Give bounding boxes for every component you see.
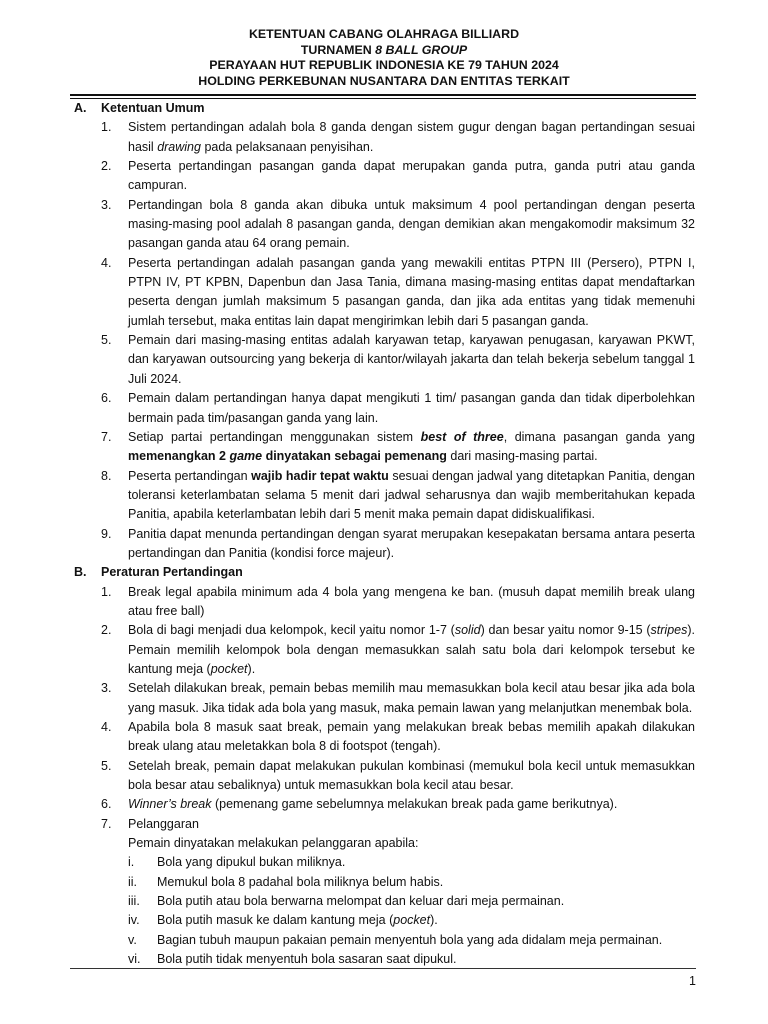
rule-b-item-number: 2. — [101, 623, 112, 638]
rule-b-item-number: 7. — [101, 816, 112, 831]
rule-a-item-number: 5. — [101, 333, 112, 348]
rule-b-item-6 — [0, 795, 768, 814]
rule-b-item-number: 6. — [101, 797, 112, 812]
rule-b-item-7 — [0, 815, 768, 834]
rule-b-item-text: Pelanggaran — [128, 816, 199, 831]
section-a-list — [0, 118, 768, 563]
rule-a-item-text: Peserta pertandingan adalah pasangan ganda yang mewakili entitas PTPN III (Persero), PTPN I, PTPN IV, PT KPBN, Dapenbun dan Jasa Tania, dimana masing-masing entitas dapat mendaftarkan peserta dengan jumlah maksimum 5 pasangan ganda, dan jika ada entitas yang tidak memenuhi jumlah tersebut, maka entitas lain dapat mengirimkan lebih dari 5 pasangan ganda. — [128, 255, 695, 328]
rule-a-item-3 — [0, 196, 768, 254]
rule-a-item-text: Peserta pertandingan pasangan ganda dapat merupakan ganda putra, ganda putri atau ganda campuran. — [128, 159, 695, 193]
foul-item-1 — [0, 853, 768, 872]
foul-item-2 — [0, 873, 768, 892]
rule-a-item-number: 4. — [101, 255, 112, 270]
rule-a-item-text: Panitia dapat menunda pertandingan dengan syarat merupakan kesepakatan bersama antara peserta pertandingan dan Panitia (kondisi force majeur). — [128, 526, 695, 560]
foul-item-text: Bagian tubuh maupun pakaian pemain menyentuh bola yang ada didalam meja permainan. — [157, 932, 663, 947]
section-b-heading: B. Peraturan Pertandingan — [74, 565, 243, 580]
rule-b-item-text: Break legal apabila minimum ada 4 bola yang mengena ke ban. (musuh dapat memilih break ulang atau free ball) — [128, 584, 695, 618]
rule-a-item-5 — [0, 331, 768, 389]
section-a-heading: A. Ketentuan Umum — [74, 101, 205, 115]
rule-a-item-number: 1. — [101, 120, 112, 135]
rule-a-item-text: Sistem pertandingan adalah bola 8 ganda dengan sistem gugur dengan bagan pertandingan sesuai hasil drawing pada pelaksanaan penyisihan. — [128, 120, 695, 154]
rule-a-item-text: Pemain dari masing-masing entitas adalah karyawan tetap, karyawan penugasan, karyawan PKWT, dan karyawan outsourcing yang bekerja di kantor/wilayah jakarta dan telah bekerja sebelum tanggal 1 Juli 2024. — [128, 333, 695, 386]
document-header — [0, 27, 768, 89]
rule-b-item-5 — [0, 757, 768, 796]
foul-item-text: Bola putih atau bola berwarna melompat dan keluar dari meja permainan. — [157, 894, 565, 909]
rule-a-item-2 — [0, 157, 768, 196]
rule-b-item-text: Setelah dilakukan break, pemain bebas memilih mau memasukkan bola kecil atau besar jika ada bola yang masuk. Jika tidak ada bola yang masuk, maka pemain lawan yang melanjutkan menembak bola. — [128, 681, 695, 715]
rule-a-item-8 — [0, 467, 768, 525]
rule-b-item-text: Setelah break, pemain dapat melakukan pukulan kombinasi (memukul bola kecil untuk memasukkan bola besar atau sebaliknya) untuk memasukkan bola kecil atau besar. — [128, 758, 695, 793]
foul-item-6 — [0, 950, 768, 969]
rule-a-item-number: 6. — [101, 391, 112, 406]
footer-divider — [70, 968, 696, 969]
header-event: PERAYAAN HUT REPUBLIK INDONESIA KE 79 TAHUN 2024 — [209, 58, 559, 72]
foul-item-5 — [0, 931, 768, 950]
foul-list — [0, 853, 768, 969]
rule-a-item-number: 9. — [101, 526, 112, 541]
rule-a-item-number: 8. — [101, 468, 112, 483]
page-number: 1 — [689, 974, 696, 988]
section-b-list — [0, 583, 768, 834]
rule-b-item-text: Apabila bola 8 masuk saat break, pemain yang melakukan break bebas memilih apakah dilakukan break ulang atau meletakkan bola 8 di footspot (tengah). — [128, 720, 695, 754]
rule-b-item-4 — [0, 718, 768, 757]
rule-a-item-7 — [0, 428, 768, 467]
foul-item-text: Bola putih masuk ke dalam kantung meja (pocket). — [157, 913, 438, 928]
rule-b-item-text: Winner’s break (pemenang game sebelumnya melakukan break pada game berikutnya). — [128, 797, 618, 812]
header-tournament: TURNAMEN 8 BALL GROUP — [300, 42, 468, 57]
rule-a-item-6 — [0, 389, 768, 428]
rule-b-item-text: Bola di bagi menjadi dua kelompok, kecil yaitu nomor 1-7 (solid) dan besar yaitu nomor 9-15 (stripes). Pemain memilih kelompok bola dengan memasukkan salah satu bola dari kelompok tersebut ke kantung meja (pocket). — [128, 623, 696, 676]
header-title: KETENTUAN CABANG OLAHRAGA BILLIARD — [248, 27, 520, 41]
rule-b-item-2 — [0, 621, 768, 679]
foul-item-3 — [0, 892, 768, 911]
foul-item-text: Bola yang dipukul bukan miliknya. — [157, 855, 346, 870]
foul-item-text: Memukul bola 8 padahal bola miliknya belum habis. — [157, 874, 444, 889]
rule-a-item-1 — [0, 118, 768, 157]
rule-a-item-number: 2. — [101, 159, 112, 174]
rule-a-item-text: Pertandingan bola 8 ganda akan dibuka untuk maksimum 4 pool pertandingan dengan peserta masing-masing pool adalah 8 pasangan ganda, dengan demikian akan mengakomodir maksimum 32 pasangan ganda atau 64 orang pemain. — [128, 197, 695, 251]
rule-b-item-1 — [0, 583, 768, 622]
header-divider-thick — [70, 94, 696, 96]
rule-a-item-text: Setiap partai pertandingan menggunakan sistem best of three, dimana pasangan ganda yang memenangkan 2 game dinyatakan sebagai pemenang dari masing-masing partai. — [128, 429, 696, 464]
rule-b-item-number: 3. — [101, 681, 112, 696]
rule-b-item-number: 4. — [101, 720, 112, 734]
rule-b-item-3 — [0, 679, 768, 718]
document-body — [0, 99, 768, 969]
header-organization: HOLDING PERKEBUNAN NUSANTARA DAN ENTITAS TERKAIT — [198, 73, 570, 88]
foul-item-number: iii. — [128, 894, 140, 909]
foul-item-number: iv. — [128, 913, 140, 928]
rule-a-item-number: 3. — [101, 197, 112, 212]
rule-a-item-4 — [0, 254, 768, 331]
foul-item-number: ii. — [128, 874, 138, 889]
rule-a-item-text: Pemain dalam pertandingan hanya dapat mengikuti 1 tim/ pasangan ganda dan tidak diperbolehkan bermain pada tim/pasangan ganda yang lain. — [128, 391, 695, 425]
rule-b-item-number: 5. — [101, 758, 112, 773]
rule-a-item-9 — [0, 525, 768, 564]
rule-b-item-number: 1. — [101, 584, 112, 599]
foul-item-4 — [0, 911, 768, 930]
rule-a-item-number: 7. — [101, 429, 112, 444]
foul-intro: Pemain dinyatakan melakukan pelanggaran apabila: — [128, 836, 419, 851]
foul-item-number: i. — [128, 855, 135, 870]
foul-item-number: vi. — [128, 952, 141, 967]
foul-item-text: Bola putih tidak menyentuh bola sasaran saat dipukul. — [157, 952, 457, 967]
foul-item-number: v. — [128, 932, 137, 947]
rule-a-item-text: Peserta pertandingan wajib hadir tepat waktu sesuai dengan jadwal yang ditetapkan Panitia, dengan toleransi keterlambatan selama 5 menit dari jadwal seharusnya dan wajib memberitahukan kepada Panitia, apabila keterlambatan lebih dari 5 menit maka pemain dapat didiskualifikasi. — [128, 468, 695, 522]
